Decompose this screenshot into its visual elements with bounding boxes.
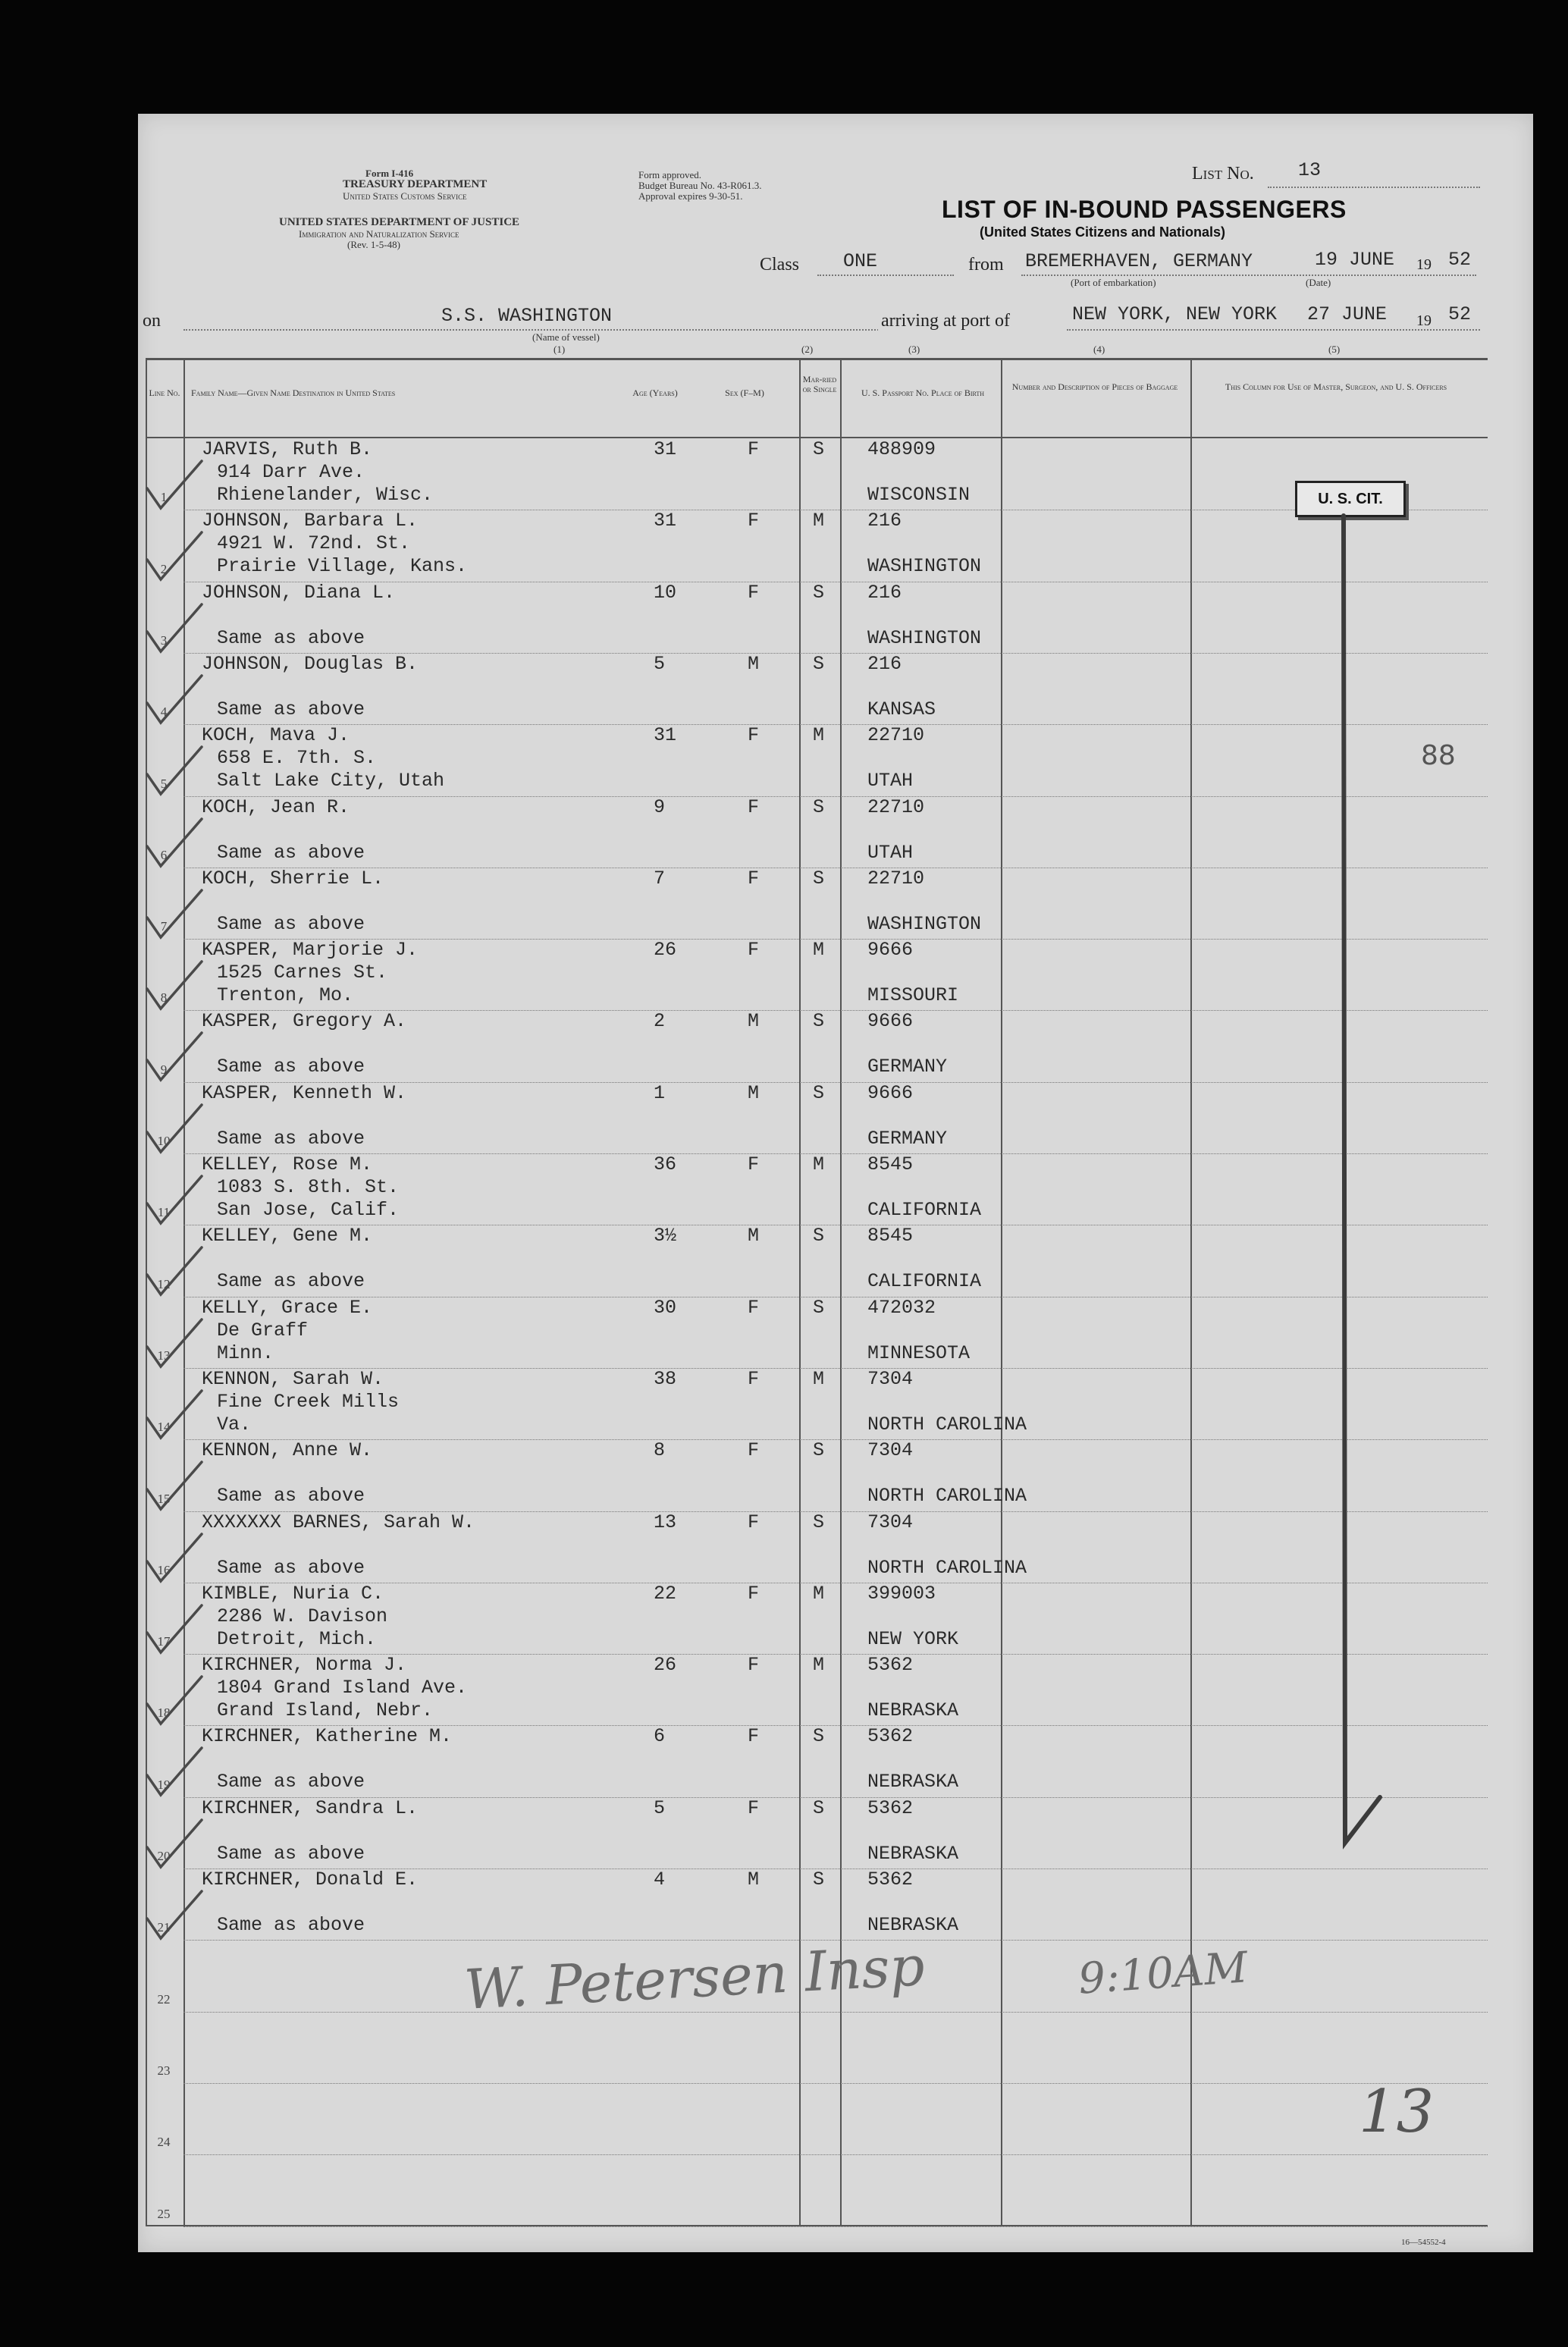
passenger-sex: M — [748, 1225, 760, 1247]
passenger-age: 10 — [654, 581, 677, 604]
passenger-address-2: Same as above — [217, 1485, 365, 1508]
passport-number: 22710 — [867, 867, 925, 890]
list-no-label: List No. — [1192, 164, 1254, 184]
check-mark-icon — [141, 673, 209, 726]
arrival-year: 52 — [1448, 303, 1472, 325]
check-mark-icon — [141, 816, 209, 869]
class-value: ONE — [843, 250, 878, 272]
margin-note: 88 — [1421, 740, 1456, 771]
passenger-marital-status: S — [813, 795, 825, 818]
passenger-sex: M — [748, 1010, 760, 1033]
signature-time: 9:10AM — [1077, 1943, 1250, 2004]
place-of-birth: WASHINGTON — [867, 555, 982, 578]
line-number: 8 — [160, 990, 168, 1006]
passenger-sex: F — [748, 581, 760, 604]
passenger-address-2: Same as above — [217, 841, 365, 864]
col-header-passport: U. S. Passport No. Place of Birth — [861, 388, 985, 398]
line-number: 6 — [160, 847, 168, 862]
passport-number: 9666 — [867, 1081, 914, 1104]
class-label: Class — [760, 255, 800, 275]
check-mark-icon — [141, 959, 209, 1012]
passenger-address-2: Minn. — [217, 1341, 274, 1364]
passenger-marital-status: M — [813, 1582, 825, 1605]
passenger-sex: M — [748, 1869, 760, 1890]
place-of-birth: CALIFORNIA — [867, 1270, 982, 1293]
col-num-1: (1) — [554, 344, 566, 355]
check-mark-icon — [141, 1388, 209, 1441]
passenger-age: 1 — [654, 1081, 666, 1104]
place-of-birth: NORTH CAROLINA — [867, 1485, 1027, 1508]
class-underline — [817, 275, 954, 276]
passenger-marital-status: S — [813, 1869, 825, 1890]
passenger-address-2: Trenton, Mo. — [217, 984, 354, 1007]
passenger-name: KIRCHNER, Norma J. — [202, 1654, 407, 1677]
passenger-name: KELLEY, Gene M. — [202, 1225, 373, 1247]
passenger-sex: F — [748, 1725, 760, 1748]
passenger-name: KIRCHNER, Donald E. — [202, 1869, 419, 1890]
passenger-sex: F — [748, 1582, 760, 1605]
passenger-address-2: Same as above — [217, 1270, 365, 1293]
passenger-age: 26 — [654, 939, 677, 962]
vessel-name: S.S. WASHINGTON — [441, 305, 613, 327]
justice-dept: UNITED STATES DEPARTMENT OF JUSTICE — [279, 216, 520, 228]
passenger-sex: F — [748, 1511, 760, 1533]
passenger-sex: M — [748, 652, 760, 675]
passenger-marital-status: M — [813, 1654, 825, 1677]
row-separator — [183, 2012, 1488, 2013]
place-of-birth: KANSAS — [867, 698, 936, 720]
col-num-5: (5) — [1328, 344, 1341, 355]
passenger-sex: F — [748, 1296, 760, 1319]
embark-port: BREMERHAVEN, GERMANY — [1025, 250, 1253, 272]
passenger-marital-status: M — [813, 1153, 825, 1175]
line-number: 17 — [157, 1634, 171, 1649]
place-of-birth: UTAH — [867, 841, 914, 864]
passenger-address-2: San Jose, Calif. — [217, 1199, 400, 1221]
passenger-marital-status: S — [813, 1439, 825, 1462]
passport-number: 216 — [867, 652, 902, 675]
passenger-address-2: Same as above — [217, 626, 365, 649]
passenger-age: 31 — [654, 724, 677, 747]
col-header-name: Family Name—Given Name Destination in United States — [191, 388, 396, 398]
passenger-name: KELLEY, Rose M. — [202, 1153, 373, 1175]
passenger-marital-status: S — [813, 1081, 825, 1104]
passenger-address-1: 658 E. 7th. S. — [217, 747, 377, 770]
line-number: 25 — [157, 2206, 171, 2221]
place-of-birth: NEW YORK — [867, 1627, 959, 1650]
passenger-address-2: Same as above — [217, 1914, 365, 1936]
passenger-sex: F — [748, 438, 760, 460]
line-number: 20 — [157, 1849, 171, 1863]
passenger-age: 36 — [654, 1153, 677, 1175]
from-label: from — [968, 255, 1004, 275]
vessel-caption: (Name of vessel) — [532, 331, 600, 343]
passenger-name: JARVIS, Ruth B. — [202, 438, 373, 460]
place-of-birth: NEBRASKA — [867, 1771, 959, 1793]
check-mark-icon — [141, 1817, 209, 1870]
passenger-sex: F — [748, 1153, 760, 1175]
passport-number: 5362 — [867, 1654, 914, 1677]
check-mark-icon — [141, 887, 209, 940]
form-number: Form I-416 — [365, 168, 414, 179]
passenger-address-1: 1804 Grand Island Ave. — [217, 1677, 468, 1699]
passenger-marital-status: S — [813, 1511, 825, 1533]
line-number: 1 — [160, 490, 168, 505]
check-mark-icon — [141, 1173, 209, 1226]
passenger-marital-status: S — [813, 867, 825, 890]
place-of-birth: NORTH CAROLINA — [867, 1556, 1027, 1579]
passenger-marital-status: S — [813, 438, 825, 460]
passenger-sex: F — [748, 510, 760, 532]
row-separator — [183, 2226, 1488, 2227]
us-citizen-stamp: U. S. CIT. — [1295, 481, 1406, 517]
line-number: 3 — [160, 632, 168, 648]
place-of-birth: NEBRASKA — [867, 1914, 959, 1936]
passenger-name: KOCH, Jean R. — [202, 795, 350, 818]
col-header-age: Age (Years) — [632, 388, 678, 398]
passenger-sex: F — [748, 867, 760, 890]
passenger-address-2: Same as above — [217, 1842, 365, 1865]
embark-year: 52 — [1448, 249, 1472, 271]
passport-number: 488909 — [867, 438, 936, 460]
passport-number: 7304 — [867, 1439, 914, 1462]
line-number: 13 — [157, 1348, 171, 1363]
passport-number: 22710 — [867, 724, 925, 747]
check-mark-icon — [141, 529, 209, 582]
col-num-3: (3) — [908, 344, 920, 355]
passenger-age: 31 — [654, 510, 677, 532]
passenger-age: 5 — [654, 652, 666, 675]
check-mark-icon — [141, 601, 209, 654]
passenger-age: 7 — [654, 867, 666, 890]
passport-number: 7304 — [867, 1367, 914, 1390]
row-separator — [183, 2154, 1488, 2155]
col-header-sex: Sex (F–M) — [725, 388, 764, 398]
place-of-birth: WISCONSIN — [867, 484, 971, 506]
passenger-name: JOHNSON, Douglas B. — [202, 652, 419, 675]
passenger-marital-status: S — [813, 1010, 825, 1033]
passenger-sex: F — [748, 724, 760, 747]
passenger-name: KIRCHNER, Katherine M. — [202, 1725, 453, 1748]
col-header-line-no: Line No. — [149, 388, 180, 398]
passenger-name: KENNON, Sarah W. — [202, 1367, 384, 1390]
place-of-birth: MINNESOTA — [867, 1341, 971, 1364]
passenger-age: 30 — [654, 1296, 677, 1319]
col-header-officers: This Column for Use of Master, Surgeon, and U. S. Officers — [1225, 381, 1447, 392]
immigration-service: Immigration and Naturalization Service — [299, 228, 459, 240]
line-number: 11 — [157, 1205, 171, 1220]
passenger-address-1: De Graff — [217, 1319, 309, 1341]
check-mark-icon — [141, 1531, 209, 1584]
on-label: on — [143, 311, 161, 331]
passenger-name: KASPER, Gregory A. — [202, 1010, 407, 1033]
col-header-baggage: Number and Description of Pieces of Baggage — [1011, 381, 1178, 392]
passenger-name: KIRCHNER, Sandra L. — [202, 1796, 419, 1819]
check-mark-icon — [141, 744, 209, 797]
date-caption: (Date) — [1306, 277, 1331, 288]
line-number: 5 — [160, 776, 168, 791]
passenger-sex: F — [748, 795, 760, 818]
passenger-name: KIMBLE, Nuria C. — [202, 1582, 384, 1605]
passenger-address-2: Same as above — [217, 1056, 365, 1078]
approval-1: Form approved. — [638, 169, 702, 180]
passenger-age: 13 — [654, 1511, 677, 1533]
passport-number: 8545 — [867, 1153, 914, 1175]
passenger-age: 31 — [654, 438, 677, 460]
line-number: 14 — [157, 1420, 171, 1435]
passport-number: 216 — [867, 581, 902, 604]
passenger-name: KELLY, Grace E. — [202, 1296, 373, 1319]
passenger-sex: M — [748, 1081, 760, 1104]
passenger-sex: F — [748, 1439, 760, 1462]
passenger-address-2: Same as above — [217, 1771, 365, 1793]
line-number: 19 — [157, 1777, 171, 1792]
arrival-underline — [1067, 329, 1480, 331]
passenger-address-2: Grand Island, Nebr. — [217, 1699, 434, 1722]
check-mark-icon — [141, 1888, 209, 1941]
place-of-birth: GERMANY — [867, 1056, 948, 1078]
passenger-marital-status: M — [813, 510, 825, 532]
passenger-marital-status: S — [813, 581, 825, 604]
place-of-birth: GERMANY — [867, 1127, 948, 1150]
place-of-birth: NEBRASKA — [867, 1842, 959, 1865]
passenger-marital-status: S — [813, 1225, 825, 1247]
arrival-year-prefix: 19 — [1416, 312, 1432, 329]
passenger-age: 26 — [654, 1654, 677, 1677]
passenger-sex: F — [748, 1367, 760, 1390]
line-number: 10 — [157, 1134, 171, 1148]
passenger-name: JOHNSON, Barbara L. — [202, 510, 419, 532]
passenger-age: 38 — [654, 1367, 677, 1390]
row-separator — [183, 2083, 1488, 2084]
check-mark-icon — [141, 458, 209, 511]
line-number: 18 — [157, 1705, 171, 1721]
col-header-married: Mar-ried or Single — [802, 374, 837, 394]
passport-number: 8545 — [867, 1225, 914, 1247]
passenger-age: 2 — [654, 1010, 666, 1033]
place-of-birth: WASHINGTON — [867, 912, 982, 935]
page-number-note: 13 — [1359, 2078, 1435, 2146]
passport-number: 472032 — [867, 1296, 936, 1319]
passenger-marital-status: S — [813, 652, 825, 675]
passenger-sex: F — [748, 1654, 760, 1677]
line-number: 12 — [157, 1276, 171, 1291]
passenger-name: KASPER, Kenneth W. — [202, 1081, 407, 1104]
passenger-age: 9 — [654, 795, 666, 818]
check-mark-icon — [141, 1030, 209, 1083]
revision: (Rev. 1-5-48) — [347, 239, 400, 250]
customs-service: United States Customs Service — [343, 190, 467, 202]
line-number: 7 — [160, 919, 168, 934]
col-num-2: (2) — [801, 344, 814, 355]
passport-number: 5362 — [867, 1869, 914, 1890]
embark-year-prefix: 19 — [1416, 256, 1432, 273]
passenger-marital-status: S — [813, 1796, 825, 1819]
check-mark-icon — [141, 1459, 209, 1512]
passenger-age: 8 — [654, 1439, 666, 1462]
arrival-port: NEW YORK, NEW YORK — [1072, 303, 1278, 325]
passenger-age: 22 — [654, 1582, 677, 1605]
passport-number: 9666 — [867, 939, 914, 962]
arrival-date: 27 JUNE — [1307, 303, 1388, 325]
check-mark-icon — [141, 1316, 209, 1370]
passenger-name: JOHNSON, Diana L. — [202, 581, 396, 604]
passenger-name: KOCH, Sherrie L. — [202, 867, 384, 890]
line-number: 15 — [157, 1491, 171, 1506]
check-mark-icon — [141, 1674, 209, 1727]
line-number: 4 — [160, 704, 168, 720]
passport-number: 7304 — [867, 1511, 914, 1533]
list-no-value: 13 — [1298, 159, 1322, 181]
passenger-address-2: Salt Lake City, Utah — [217, 770, 445, 792]
passenger-age: 6 — [654, 1725, 666, 1748]
place-of-birth: UTAH — [867, 770, 914, 792]
passenger-name: KENNON, Anne W. — [202, 1439, 373, 1462]
table-top-rule — [146, 358, 1488, 360]
check-mark-icon — [141, 1745, 209, 1798]
passenger-marital-status: S — [813, 1725, 825, 1748]
approval-2: Budget Bureau No. 43-R061.3. — [638, 180, 762, 191]
check-mark-icon — [141, 1602, 209, 1655]
place-of-birth: CALIFORNIA — [867, 1199, 982, 1221]
passenger-name: XXXXXXX BARNES, Sarah W. — [202, 1511, 475, 1533]
embark-date: 19 JUNE — [1315, 249, 1395, 271]
place-of-birth: NORTH CAROLINA — [867, 1413, 1027, 1435]
page-subtitle: (United States Citizens and Nationals) — [980, 224, 1226, 240]
line-number: 21 — [157, 1920, 171, 1935]
check-mark-icon — [141, 1102, 209, 1155]
passenger-address-2: Same as above — [217, 912, 365, 935]
line-number: 24 — [157, 2135, 171, 2150]
passenger-address-1: 2286 W. Davison — [217, 1605, 388, 1627]
col-divider — [1190, 358, 1192, 2225]
passenger-address-2: Same as above — [217, 698, 365, 720]
treasury-dept: TREASURY DEPARTMENT — [343, 178, 488, 190]
passenger-sex: F — [748, 1796, 760, 1819]
passenger-address-2: Va. — [217, 1413, 252, 1435]
passenger-address-1: Fine Creek Mills — [217, 1390, 400, 1413]
port-caption: (Port of embarkation) — [1071, 277, 1156, 288]
passport-number: 9666 — [867, 1010, 914, 1033]
line-number: 22 — [157, 1991, 171, 2007]
passport-number: 22710 — [867, 795, 925, 818]
line-number: 16 — [157, 1562, 171, 1577]
check-mark-icon — [141, 1244, 209, 1297]
passenger-age: 3½ — [654, 1225, 677, 1247]
page-title: LIST OF IN-BOUND PASSENGERS — [942, 196, 1347, 223]
passenger-address-1: 1525 Carnes St. — [217, 962, 388, 984]
col-num-4: (4) — [1093, 344, 1105, 355]
line-number: 2 — [160, 561, 168, 576]
passenger-sex: F — [748, 939, 760, 962]
passport-number: 216 — [867, 510, 902, 532]
passenger-address-1: 914 Darr Ave. — [217, 461, 365, 483]
passport-number: 5362 — [867, 1796, 914, 1819]
passenger-address-2: Prairie Village, Kans. — [217, 555, 468, 578]
line-number: 9 — [160, 1062, 168, 1077]
vessel-underline — [183, 329, 927, 331]
passenger-address-1: 4921 W. 72nd. St. — [217, 532, 411, 555]
line-number: 23 — [157, 2063, 171, 2078]
passenger-address-2: Rhienelander, Wisc. — [217, 484, 434, 506]
passenger-address-2: Detroit, Mich. — [217, 1627, 377, 1650]
passenger-marital-status: M — [813, 939, 825, 962]
manifest-page — [138, 114, 1533, 2252]
passport-number: 399003 — [867, 1582, 936, 1605]
passenger-marital-status: M — [813, 724, 825, 747]
col-divider — [1001, 358, 1002, 2225]
approval-3: Approval expires 9-30-51. — [638, 190, 743, 202]
inspector-signature: W. Petersen Insp — [463, 1934, 927, 2022]
from-underline — [1021, 275, 1476, 276]
passenger-address-1: 1083 S. 8th. St. — [217, 1176, 400, 1198]
arriving-label: arriving at port of — [878, 311, 1013, 331]
passenger-marital-status: S — [813, 1296, 825, 1319]
place-of-birth: MISSOURI — [867, 984, 959, 1007]
pencil-arrow — [1260, 508, 1412, 1888]
place-of-birth: WASHINGTON — [867, 626, 982, 649]
passport-number: 5362 — [867, 1725, 914, 1748]
place-of-birth: NEBRASKA — [867, 1699, 959, 1722]
passenger-name: KASPER, Marjorie J. — [202, 939, 419, 962]
passenger-name: KOCH, Mava J. — [202, 724, 350, 747]
passenger-address-2: Same as above — [217, 1127, 365, 1150]
list-no-underline — [1268, 187, 1480, 188]
passenger-age: 5 — [654, 1796, 666, 1819]
passenger-address-2: Same as above — [217, 1556, 365, 1579]
footer-code: 16—54552-4 — [1401, 2238, 1446, 2247]
passenger-age: 4 — [654, 1869, 666, 1890]
passenger-marital-status: M — [813, 1367, 825, 1390]
